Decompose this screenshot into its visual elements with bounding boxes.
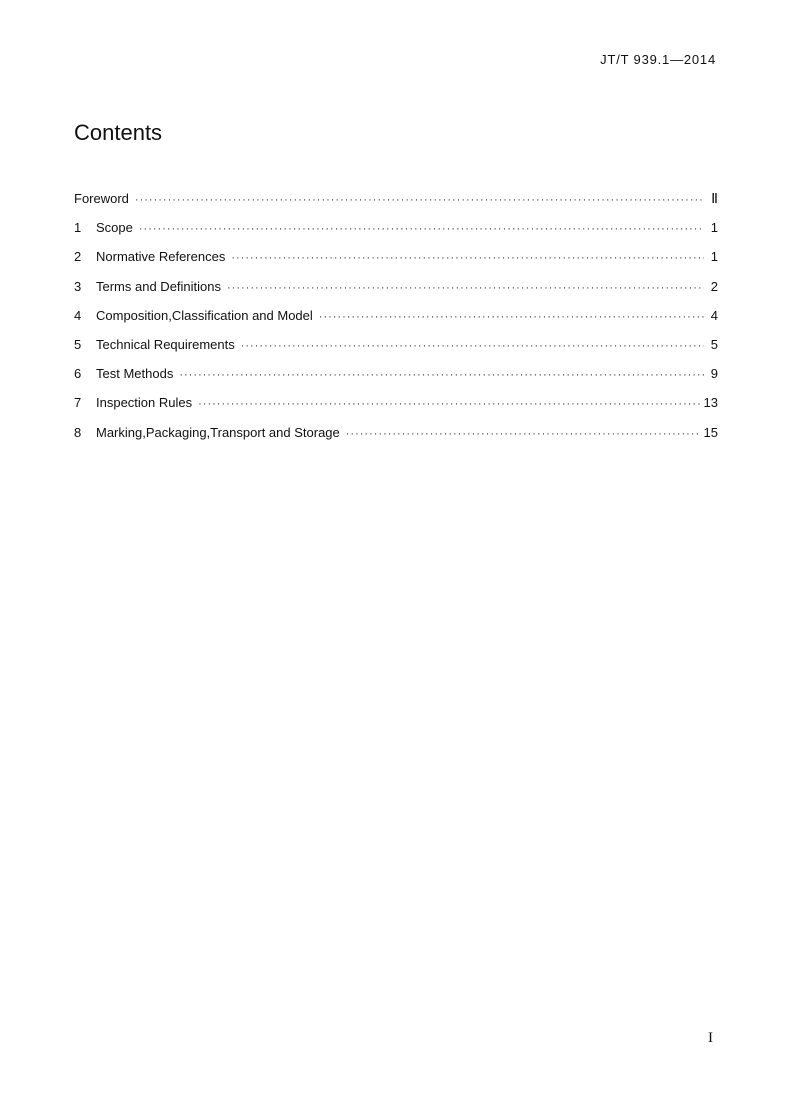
page-number: I [708,1030,713,1046]
document-code: JT/T 939.1—2014 [600,52,716,67]
toc-leader-dots [179,370,704,381]
toc-entry-page: 15 [703,424,718,440]
toc-entry-normative-references[interactable] [74,249,718,278]
toc-entry-number: 4 [74,307,82,323]
toc-entry-page: 9 [710,366,718,382]
toc-entry-label: Technical Requirements [96,336,235,352]
toc-entry-number: 6 [74,366,82,382]
toc-entry-number: 5 [74,336,82,352]
toc-leader-dots [319,312,704,323]
toc-entry-label: Test Methods [96,366,174,382]
toc-entry-inspection-rules[interactable] [74,395,718,424]
toc-entry-label: Scope [96,220,133,236]
toc-entry-foreword[interactable] [74,191,718,220]
toc-entry-page: 1 [710,220,718,236]
toc-entry-number: 1 [74,220,82,236]
toc-entry-number: 2 [74,249,82,265]
toc-entry-page: 4 [710,307,718,323]
toc-entry-number: 8 [74,424,82,440]
toc-leader-dots [139,224,704,235]
toc-leader-dots [135,195,704,206]
toc-entry-label: Composition,Classification and Model [96,307,313,323]
toc-entry-scope[interactable] [74,220,718,249]
toc-entry-technical-requirements[interactable] [74,337,718,366]
toc-entry-marking-packaging[interactable] [74,425,718,454]
table-of-contents [74,191,718,454]
page-title: Contents [74,120,163,145]
toc-entry-label: Inspection Rules [96,395,193,411]
toc-entry-label: Terms and Definitions [96,278,221,294]
toc-entry-number: 7 [74,395,82,411]
toc-entry-label: Marking,Packaging,Transport and Storage [96,424,340,440]
toc-leader-dots [227,283,704,294]
toc-leader-dots [346,429,700,440]
toc-entry-label: Foreword [74,191,129,206]
toc-leader-dots [231,253,704,264]
toc-entry-composition[interactable] [74,308,718,337]
toc-entry-page: 2 [710,278,718,294]
toc-entry-terms-and-definitions[interactable] [74,279,718,308]
toc-entry-page: 5 [710,336,718,352]
toc-entry-page: 1 [710,249,718,265]
toc-leader-dots [198,399,699,410]
toc-leader-dots [241,341,704,352]
toc-entry-label: Normative References [96,249,226,265]
toc-entry-test-methods[interactable] [74,366,718,395]
toc-entry-page: Ⅱ [711,192,718,207]
toc-entry-page: 13 [703,395,718,411]
toc-entry-number: 3 [74,278,82,294]
